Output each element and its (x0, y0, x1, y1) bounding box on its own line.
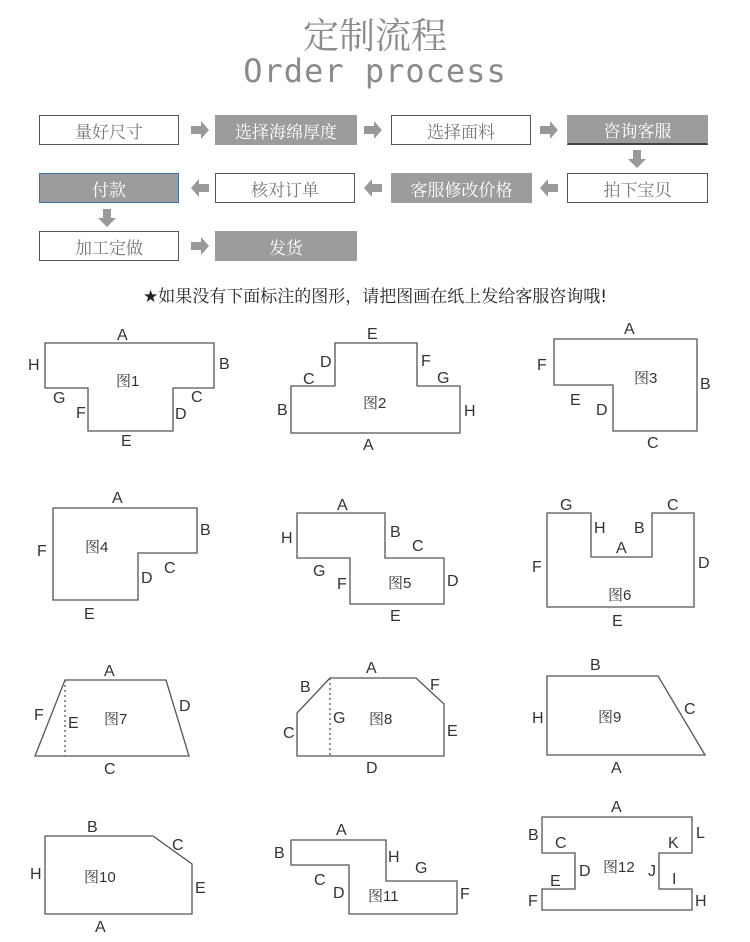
fig7-name: 图7 (104, 711, 128, 728)
fig3-label-f: F (537, 357, 547, 374)
figure-4 (37, 490, 211, 623)
fig8-label-c: C (283, 725, 295, 742)
fig12-label-d: D (579, 863, 591, 880)
fig2-label-h: H (464, 403, 476, 420)
fig1-label-a: A (117, 327, 128, 344)
fig2-label-d: D (320, 354, 332, 371)
fig8-name: 图8 (369, 711, 393, 728)
fig7-label-c: C (104, 761, 116, 778)
fig8-label-d: D (366, 760, 378, 777)
step-consult: 咨询客服 (567, 115, 708, 145)
fig2-label-a: A (363, 437, 374, 454)
fig10-name: 图10 (84, 869, 116, 886)
step-check-order: 核对订单 (215, 173, 355, 203)
fig2-label-b: B (277, 402, 288, 419)
fig4-label-e: E (84, 606, 95, 623)
fig1-label-f: F (76, 405, 86, 422)
fig2-label-c: C (303, 371, 315, 388)
fig12-label-k: K (668, 835, 679, 852)
fig6-label-f: F (532, 559, 542, 576)
fig7-label-d: D (179, 698, 191, 715)
fig2-label-g: G (437, 370, 450, 387)
fig3-name: 图3 (634, 370, 658, 387)
step-place-order: 拍下宝贝 (567, 173, 708, 203)
fig11-label-f: F (460, 886, 470, 903)
figure-11 (274, 822, 470, 914)
fig2-label-f: F (421, 353, 431, 370)
fig3-label-e: E (570, 392, 581, 409)
step-sponge-thickness: 选择海绵厚度 (215, 115, 357, 145)
fig10-label-b: B (87, 819, 98, 836)
fig4-name: 图4 (85, 539, 109, 556)
note-text: ★如果没有下面标注的图形，请把图画在纸上发给客服咨询哦! (142, 287, 608, 307)
fig4-label-d: D (141, 570, 153, 587)
fig4-label-a: A (112, 490, 123, 507)
fig6-label-c: C (667, 497, 679, 514)
fig1-label-h: H (28, 357, 40, 374)
fig1-label-g: G (53, 390, 66, 407)
step-modify-price: 客服修改价格 (391, 173, 532, 203)
fig10-label-a: A (95, 919, 106, 936)
fig8-label-b: B (300, 679, 311, 696)
fig5-label-e: E (390, 608, 401, 625)
fig5-label-c: C (412, 538, 424, 555)
step-measure: 量好尺寸 (39, 115, 179, 145)
fig5-label-d: D (447, 573, 459, 590)
fig10-label-e: E (195, 880, 206, 897)
fig1-label-d: D (175, 406, 187, 423)
fig1-name: 图1 (116, 373, 140, 390)
fig1-label-c: C (191, 389, 203, 406)
fig4-label-b: B (200, 522, 211, 539)
fig3-label-d: D (596, 402, 608, 419)
step-process: 加工定做 (39, 231, 179, 261)
step-ship: 发货 (215, 231, 357, 261)
fig6-label-a: A (616, 540, 627, 557)
fig5-name: 图5 (388, 575, 412, 592)
fig12-label-c: C (555, 835, 567, 852)
fig10-label-h: H (30, 866, 42, 883)
fig9-label-a: A (611, 760, 622, 777)
fig12-label-j: J (648, 863, 656, 880)
fig12-label-a: A (611, 799, 622, 816)
fig1-label-b: B (219, 356, 230, 373)
fig12-label-h: H (695, 893, 707, 910)
fig12-label-l: L (696, 825, 705, 842)
fig9-label-b: B (590, 657, 601, 674)
fig2-name: 图2 (363, 395, 387, 412)
figure-8 (283, 660, 458, 777)
fig9-label-c: C (684, 701, 696, 718)
fig8-label-f: F (430, 677, 440, 694)
fig7-label-f: F (34, 707, 44, 724)
figure-10 (30, 819, 206, 936)
fig5-label-g: G (313, 563, 326, 580)
fig12-label-f: F (528, 893, 538, 910)
figure-7 (34, 663, 191, 778)
fig6-label-g: G (560, 497, 573, 514)
fig6-name: 图6 (608, 587, 632, 604)
fig11-label-g: G (415, 860, 428, 877)
fig10-label-c: C (172, 837, 184, 854)
fig5-label-f: F (337, 576, 347, 593)
fig9-label-h: H (532, 710, 544, 727)
fig5-label-b: B (390, 524, 401, 541)
fig6-label-d: D (698, 555, 710, 572)
fig7-label-e: E (68, 715, 79, 732)
fig3-label-c: C (647, 435, 659, 452)
fig11-label-b: B (274, 845, 285, 862)
step-fabric: 选择面料 (391, 115, 531, 145)
fig6-label-b: B (634, 520, 645, 537)
step-pay: 付款 (39, 173, 179, 203)
fig8-label-e: E (447, 723, 458, 740)
fig11-label-d: D (333, 885, 345, 902)
fig3-label-b: B (700, 376, 711, 393)
fig11-label-c: C (314, 872, 326, 889)
figure-5 (281, 497, 459, 625)
fig6-label-h: H (594, 520, 606, 537)
fig5-label-a: A (337, 497, 348, 514)
fig12-label-e: E (550, 873, 561, 890)
figure-1 (28, 327, 230, 450)
fig12-label-b: B (528, 827, 539, 844)
fig4-label-f: F (37, 543, 47, 560)
fig8-label-g: G (333, 710, 346, 727)
page-title-en: Order process (243, 52, 507, 90)
fig2-label-e: E (367, 326, 378, 343)
page-title-cn: 定制流程 (302, 16, 447, 57)
fig11-name: 图11 (368, 888, 399, 905)
fig4-label-c: C (164, 560, 176, 577)
fig9-name: 图9 (598, 709, 622, 726)
fig5-label-h: H (281, 530, 293, 547)
figure-3 (537, 321, 711, 452)
figure-9 (532, 657, 705, 777)
fig12-label-i: I (672, 871, 677, 888)
fig11-label-h: H (388, 849, 400, 866)
fig1-label-e: E (121, 433, 132, 450)
fig8-label-a: A (366, 660, 377, 677)
figure-12 (528, 799, 707, 910)
fig11-label-a: A (336, 822, 347, 839)
fig3-label-a: A (624, 321, 635, 338)
figure-6 (532, 497, 710, 630)
fig12-name: 图12 (603, 859, 635, 876)
fig6-label-e: E (612, 613, 623, 630)
figure-2 (277, 326, 476, 454)
fig7-label-a: A (104, 663, 115, 680)
